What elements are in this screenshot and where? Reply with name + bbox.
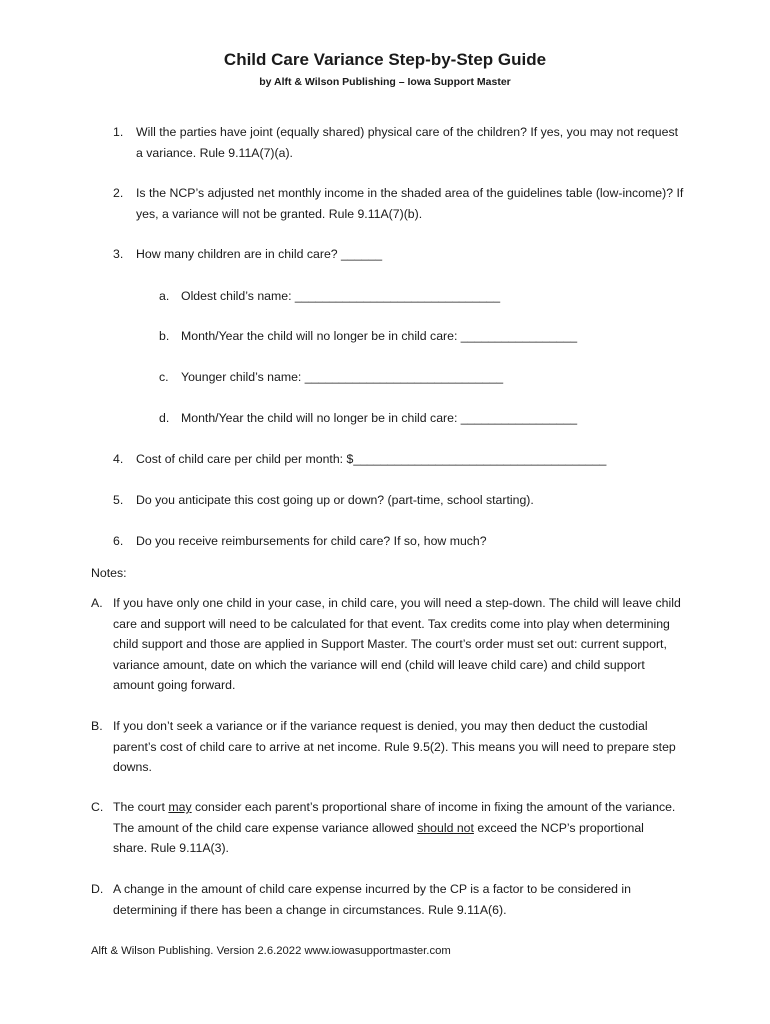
note-a (91, 593, 681, 696)
question-text: Will the parties have joint (equally shared) physical care of the children? If yes, you may not request a variance. Rule 9.11A(7)(a). (136, 125, 679, 160)
subquestion-text: Month/Year the child will no longer be in child care: _________________ (181, 411, 578, 425)
subquestion-c (159, 367, 679, 388)
question-number: 3. (113, 247, 124, 261)
question-text: Do you anticipate this cost going up or down? (part-time, school starting). (136, 493, 534, 507)
document-footer: Alft & Wilson Publishing. Version 2.6.2022 www.iowasupportmaster.com (91, 945, 451, 957)
question-text: Is the NCP’s adjusted net monthly income in the shaded area of the guidelines table (low-income)? If yes, a variance will not be granted. Rule 9.11A(7)(b). (136, 186, 684, 221)
note-text: A change in the amount of child care expense incurred by the CP is a factor to be considered in determining if there has been a change in circumstances. Rule 9.11A(6). (113, 882, 631, 917)
question-text: How many children are in child care? ______ (136, 247, 383, 261)
subquestion-text: Oldest child’s name: ______________________________ (181, 289, 501, 303)
subquestion-letter: d. (159, 411, 170, 425)
question-5 (113, 490, 688, 511)
question-number: 6. (113, 534, 124, 548)
question-3 (113, 244, 688, 265)
subquestion-letter: c. (159, 370, 169, 384)
note-text: If you don’t seek a variance or if the variance request is denied, you may then deduct the custodial parent’s cost of child care to arrive at net income. Rule 9.5(2). This means you will need to prepare step downs. (113, 719, 676, 775)
question-number: 1. (113, 125, 124, 139)
note-letter: A. (91, 596, 103, 610)
document-subtitle: by Alft & Wilson Publishing – Iowa Support Master (259, 76, 511, 88)
note-text: If you have only one child in your case, in child care, you will need a step-down. The child will leave child care and support will need to be calculated for that event. Tax credits come into play when determining child support and those are applied in Support Master. The court’s order must set out: current support, variance amount, date on which the variance will end (child will leave child care) and child support amount going forward. (113, 596, 681, 693)
subquestion-letter: a. (159, 289, 170, 303)
note-letter: B. (91, 719, 103, 733)
subquestion-d (159, 408, 679, 429)
emphasis-may: may (168, 800, 192, 814)
question-number: 2. (113, 186, 124, 200)
note-text (113, 797, 681, 859)
subquestion-letter: b. (159, 329, 170, 343)
note-text-part: The court (113, 800, 169, 814)
question-4 (113, 449, 688, 470)
note-b (91, 716, 681, 778)
question-6 (113, 531, 688, 552)
note-c (91, 797, 681, 859)
note-text-part: exceed the NCP’s proportional share. Rule 9.11A(3). (113, 820, 644, 856)
question-text: Do you receive reimbursements for child care? If so, how much? (136, 534, 487, 548)
notes-label: Notes: (91, 566, 127, 580)
subquestion-text: Younger child’s name: _____________________________ (181, 370, 504, 384)
document-title: Child Care Variance Step-by-Step Guide (223, 50, 547, 69)
note-d (91, 879, 681, 920)
emphasis-should-not: should not (417, 820, 474, 835)
note-text-part: consider each parent’s proportional share of income in fixing the amount of the variance. The amount of the child care expense variance allowed (113, 800, 676, 835)
question-number: 4. (113, 452, 124, 466)
note-letter: C. (91, 800, 104, 814)
question-1 (113, 122, 688, 164)
question-number: 5. (113, 493, 124, 507)
subquestion-text: Month/Year the child will no longer be in child care: _________________ (181, 329, 578, 343)
question-2 (113, 183, 688, 225)
subquestion-a (159, 286, 679, 307)
subquestion-b (159, 326, 679, 347)
question-text: Cost of child care per child per month: $_____________________________________ (136, 452, 607, 466)
note-letter: D. (91, 882, 104, 896)
